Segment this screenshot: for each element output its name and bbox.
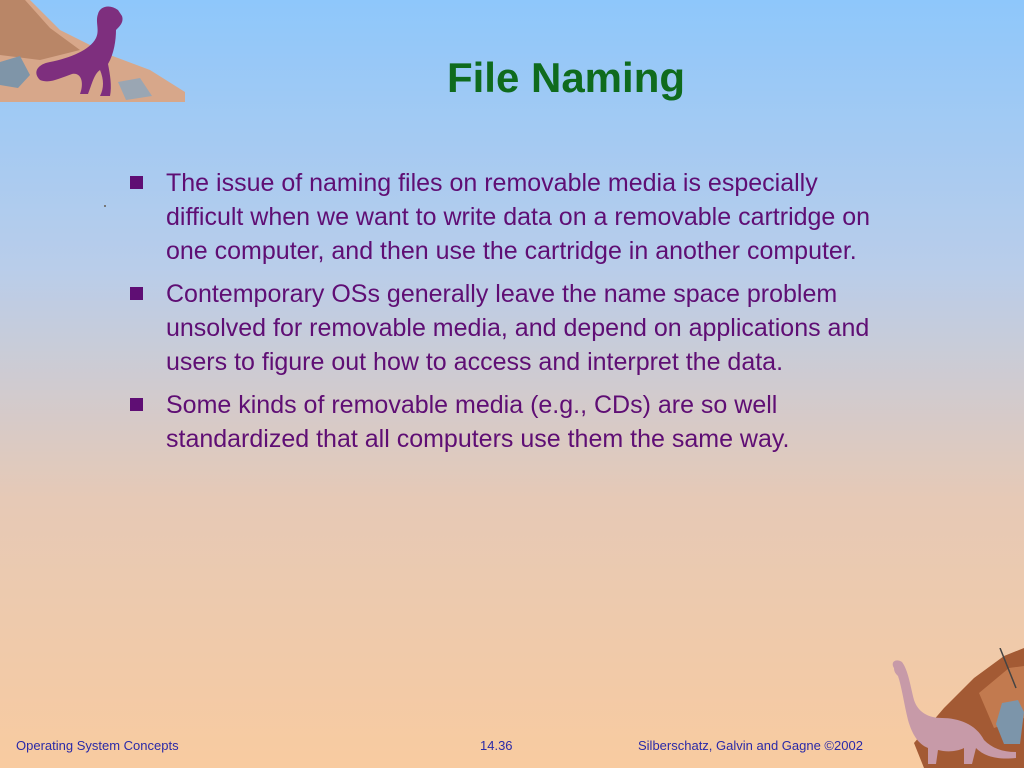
bullet-item: [128, 166, 888, 268]
footer-copyright: Silberschatz, Galvin and Gagne ©2002: [638, 738, 863, 753]
bullet-list: [128, 166, 888, 465]
bullet-item: [128, 277, 888, 379]
footer-slide-number: 14.36: [480, 738, 513, 753]
square-bullet-icon: [130, 398, 143, 411]
bullet-item: [128, 388, 888, 456]
slide-title: File Naming: [446, 54, 686, 102]
square-bullet-icon: [130, 176, 143, 189]
bullet-text: Contemporary OSs generally leave the name space problem unsolved for removable media, and depend on applications and users to figure out how to access and interpret the data.: [166, 280, 870, 376]
bullet-text: The issue of naming files on removable media is especially difficult when we want to write data on a removable cartridge on one computer, and then use the cartridge in another computer.: [166, 169, 871, 265]
bullet-text: Some kinds of removable media (e.g., CDs) are so well standardized that all computers use them the same way.: [166, 391, 790, 453]
footer-course-title: Operating System Concepts: [16, 738, 179, 753]
brachiosaurus-icon: [884, 648, 1024, 768]
square-bullet-icon: [130, 287, 143, 300]
stray-mark: [104, 205, 106, 207]
